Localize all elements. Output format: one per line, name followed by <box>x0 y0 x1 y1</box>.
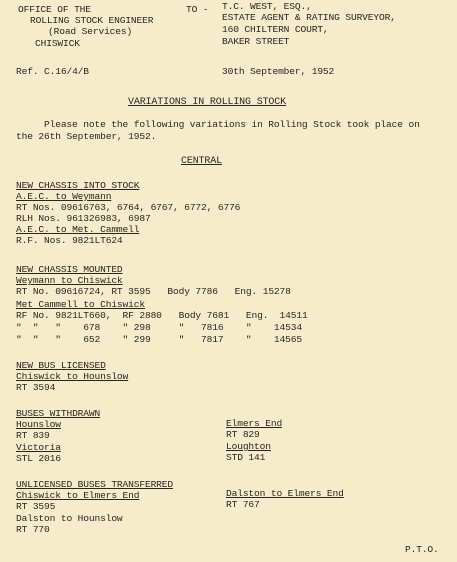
unlicensed-transferred-left-line-2: RT 770 <box>16 524 50 535</box>
new-chassis-mounted-row-1: RT No. 09616724, RT 3595 Body 7786 Eng. 15278 <box>16 286 291 297</box>
memo-title: VARIATIONS IN ROLLING STOCK <box>128 97 286 108</box>
new-chassis-stock-sub-2: A.E.C. to Met. Cammell <box>16 224 140 235</box>
unlicensed-transferred-right-line-1: RT 767 <box>226 499 260 510</box>
from-location: CHISWICK <box>35 38 80 49</box>
reference: Ref. C.16/4/B <box>16 66 89 77</box>
buses-withdrawn-right-line-2: STD 141 <box>226 452 266 463</box>
to-address: 160 CHILTERN COURT, <box>222 24 329 35</box>
buses-withdrawn-left-sub-2: Victoria <box>16 442 61 453</box>
unlicensed-transferred-right-sub-1: Dalston to Elmers End <box>226 488 344 499</box>
new-chassis-stock-line-3: R.F. Nos. 9821LT624 <box>16 235 123 246</box>
new-chassis-stock-line-2: RLH Nos. 961326983, 6987 <box>16 213 151 224</box>
new-chassis-stock-line-1: RT Nos. 09616763, 6764, 6767, 6772, 6776 <box>16 202 241 213</box>
unlicensed-transferred-left-line-1: RT 3595 <box>16 501 56 512</box>
new-bus-licensed-line: RT 3594 <box>16 382 56 393</box>
buses-withdrawn-right-line-1: RT 829 <box>226 429 260 440</box>
new-chassis-mounted-row-3: " " " 678 " 298 " 7816 " 14534 <box>16 322 302 333</box>
from-department: ROLLING STOCK ENGINEER <box>30 15 154 26</box>
new-bus-licensed-sub: Chiswick to Hounslow <box>16 371 129 382</box>
to-name: T.C. WEST, ESQ., <box>222 1 312 12</box>
buses-withdrawn-left-line-2: STL 2016 <box>16 453 61 464</box>
unlicensed-transferred-heading: UNLICENSED BUSES TRANSFERRED <box>16 479 174 490</box>
new-chassis-stock-heading: NEW CHASSIS INTO STOCK <box>16 180 140 191</box>
to-prefix: TO - <box>186 4 215 15</box>
buses-withdrawn-heading: BUSES WITHDRAWN <box>16 408 101 419</box>
new-chassis-mounted-row-4: " " " 652 " 299 " 7817 " 14565 <box>16 334 302 345</box>
from-office: OFFICE OF THE <box>18 4 91 15</box>
new-chassis-mounted-row-2: RF No. 9821LT660, RF 2880 Body 7681 Eng. 14511 <box>16 310 308 321</box>
new-chassis-stock-sub-1: A.E.C. to Weymann <box>16 191 112 202</box>
buses-withdrawn-left-line-1: RT 839 <box>16 430 50 441</box>
new-chassis-mounted-heading: NEW CHASSIS MOUNTED <box>16 264 123 275</box>
section-heading: CENTRAL <box>181 156 222 167</box>
buses-withdrawn-right-sub-2: Loughton <box>226 441 271 452</box>
unlicensed-transferred-left-sub-2: Dalston to Hounslow <box>16 513 123 524</box>
page-turn-note: P.T.O. <box>405 544 439 555</box>
memo-date: 30th September, 1952 <box>222 66 335 77</box>
from-division: (Road Services) <box>48 26 133 37</box>
intro-line-1: Please note the following variations in Rolling Stock took place on <box>44 119 420 130</box>
buses-withdrawn-right-sub-1: Elmers End <box>226 418 283 429</box>
unlicensed-transferred-left-sub-1: Chiswick to Elmers End <box>16 490 140 501</box>
to-title: ESTATE AGENT & RATING SURVEYOR, <box>222 12 396 23</box>
new-chassis-mounted-sub-1: Weymann to Chiswick <box>16 275 123 286</box>
new-bus-licensed-heading: NEW BUS LICENSED <box>16 360 106 371</box>
intro-line-2: the 26th September, 1952. <box>16 131 157 142</box>
buses-withdrawn-left-sub-1: Hounslow <box>16 419 61 430</box>
to-street: BAKER STREET <box>222 36 290 47</box>
new-chassis-mounted-sub-2: Met Cammell to Chiswick <box>16 299 145 310</box>
